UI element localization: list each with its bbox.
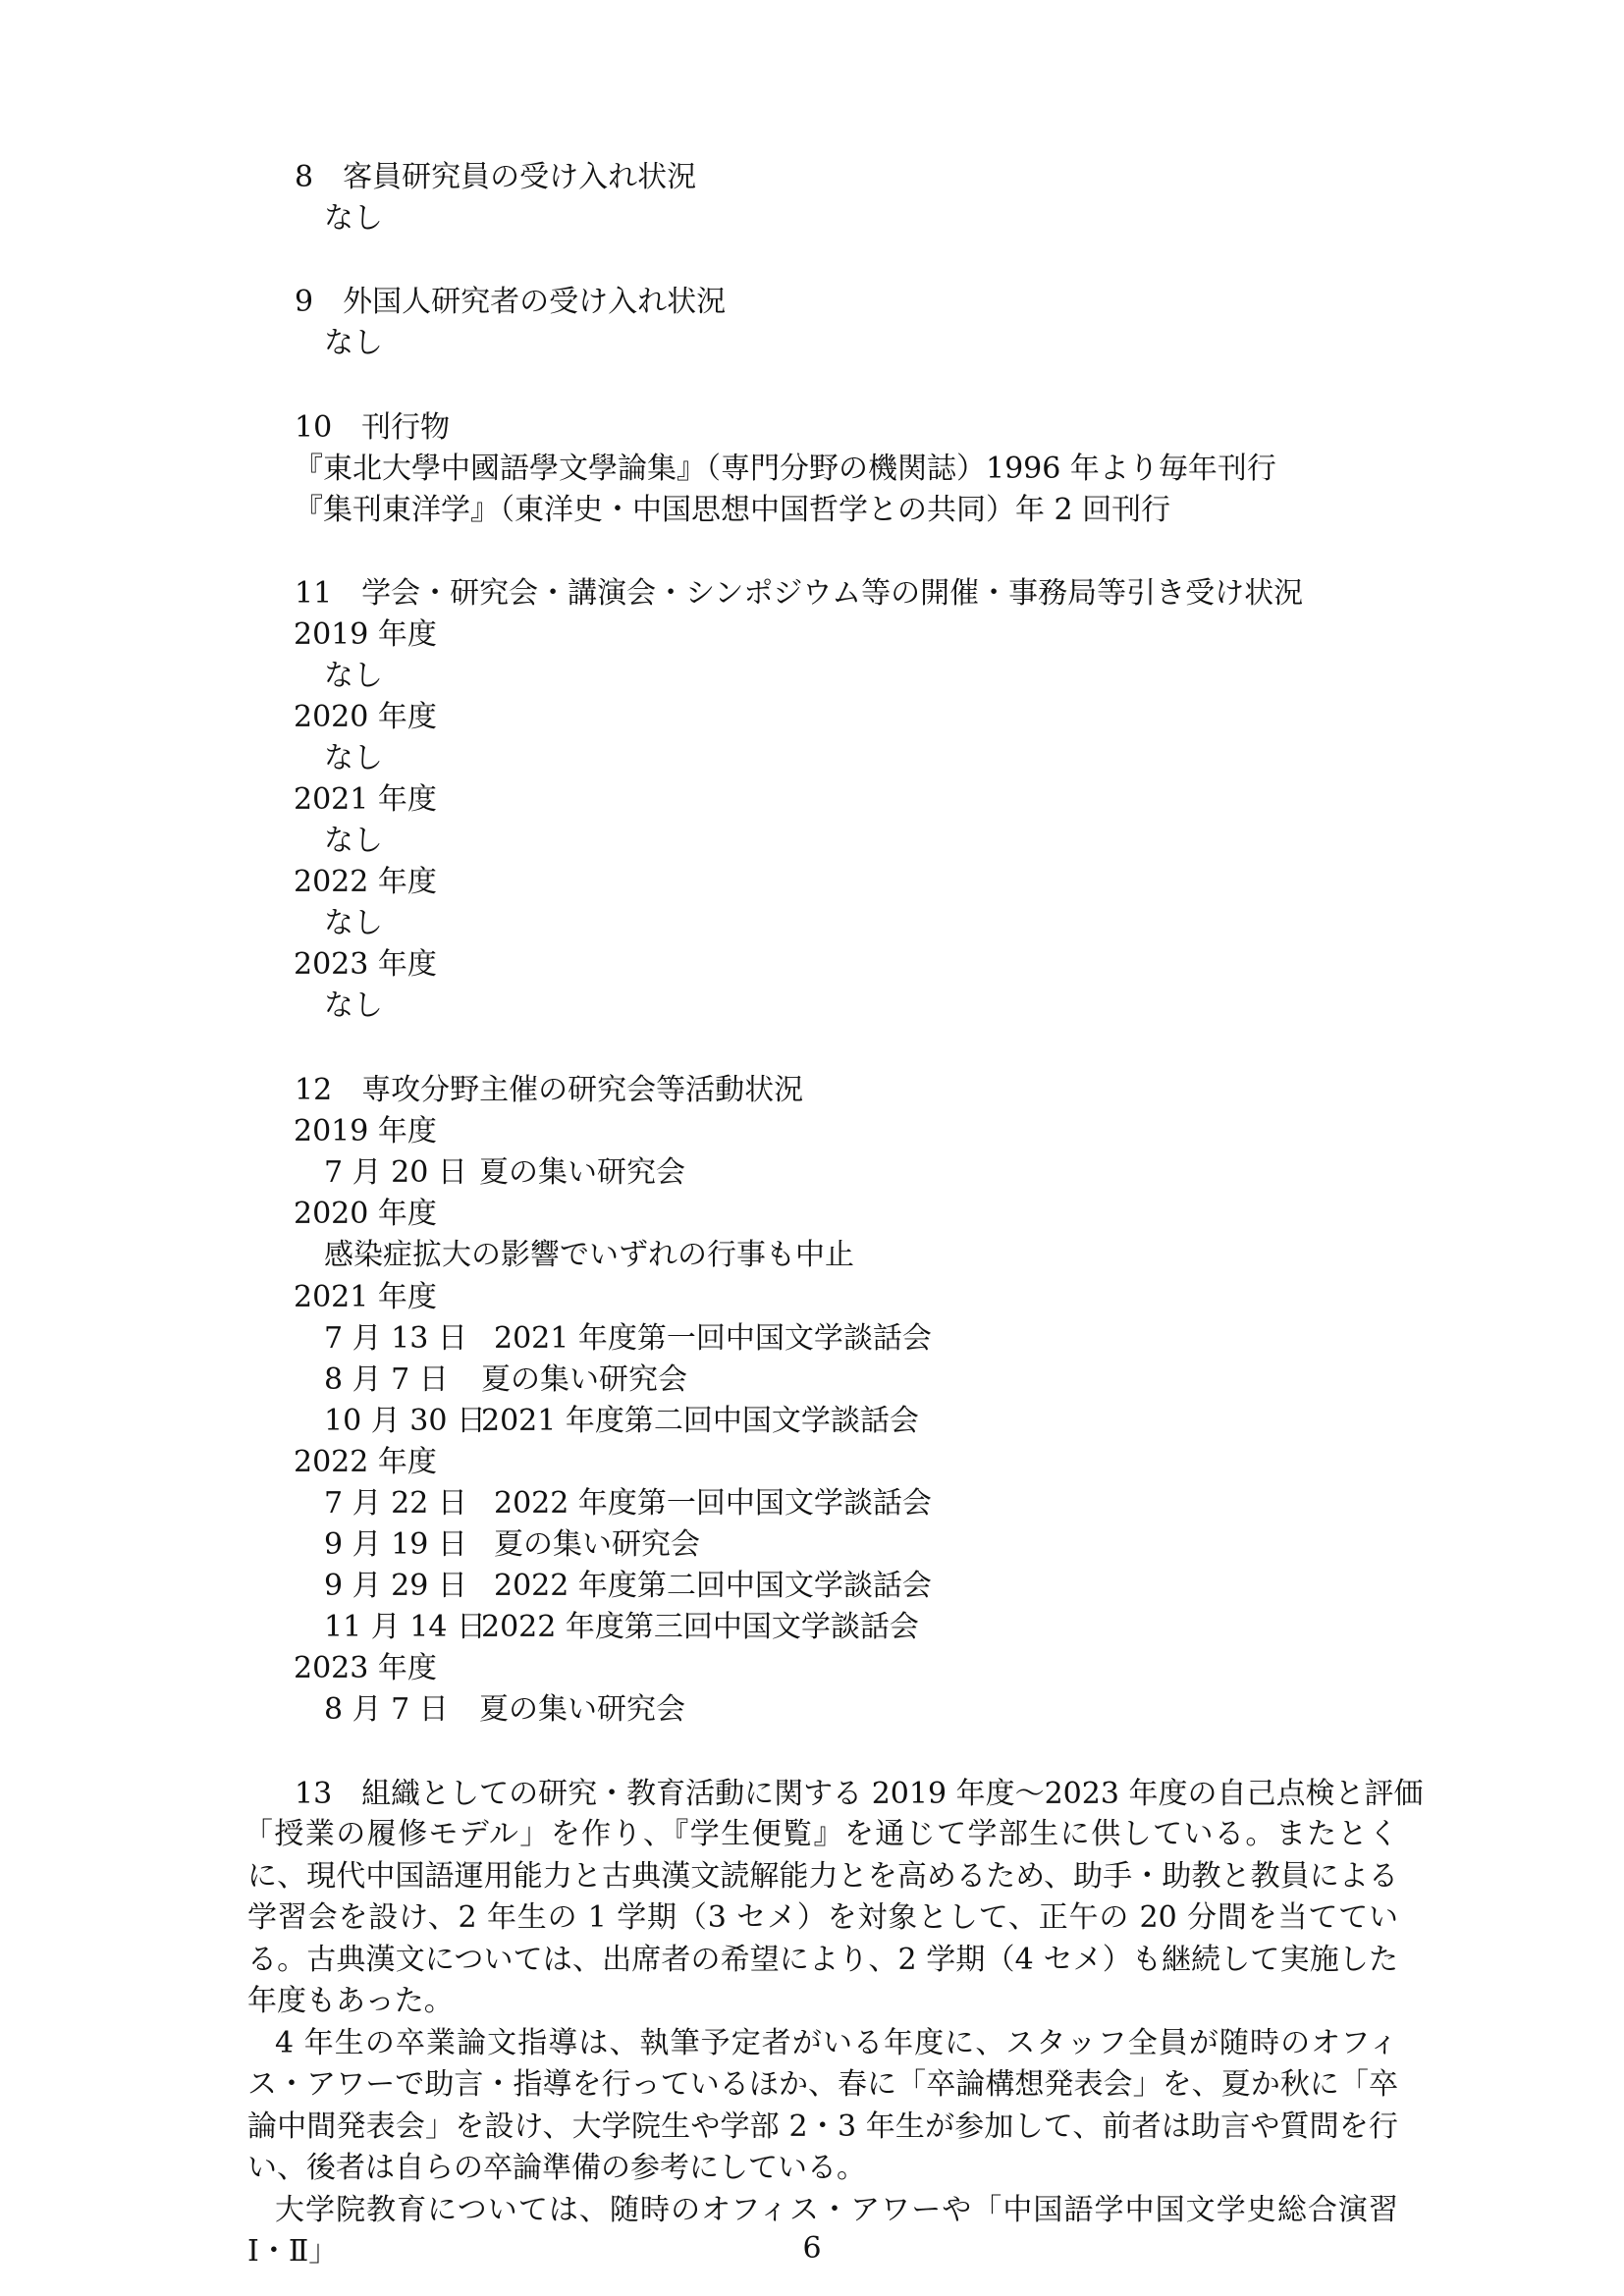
event-row [324,1692,685,1728]
year-value: なし [324,741,383,775]
event-name: 2022 年度第三回中国文学談話会 [481,1610,919,1644]
event-date: 8 月 7 日 [324,1362,449,1397]
event-row [324,1362,687,1398]
section-12-heading: 12 専攻分野主催の研究会等活動状況 [295,1073,804,1107]
event-name: 2021 年度第一回中国文学談話会 [494,1321,932,1356]
event-note: 感染症拡大の影響でいずれの行事も中止 [324,1238,854,1272]
event-date: 11 月 14 日 [324,1610,486,1644]
section-8-heading: 8 客員研究員の受け入れ状況 [295,160,697,194]
year-value: なし [324,659,383,693]
event-name: 夏の集い研究会 [481,1362,687,1397]
event-date: 7 月 22 日 [324,1486,467,1521]
year-value: なし [324,988,383,1023]
year-value: なし [324,906,383,940]
year-label: 2019 年度 [294,617,437,652]
section-11-heading: 11 学会・研究会・講演会・シンポジウム等の開催・事務局等引き受け状況 [295,576,1304,611]
event-date: 9 月 19 日 [324,1527,467,1562]
event-date: 7 月 20 日 [324,1155,467,1190]
event-name: 2022 年度第一回中国文学談話会 [494,1486,932,1521]
year-label: 2023 年度 [294,1651,437,1685]
event-date: 8 月 7 日 [324,1692,449,1727]
section-10-heading: 10 刊行物 [295,410,451,445]
page-number: 6 [802,2231,822,2266]
event-date: 9 月 29 日 [324,1569,467,1603]
year-label: 2020 年度 [294,1197,437,1231]
event-name: 夏の集い研究会 [479,1155,685,1190]
paragraph: 4 年生の卒業論文指導は、執筆予定者がいる年度に、スタッフ全員が随時のオフィス・アワーで助言・指導を行っているほか、春に「卒論構想発表会」を、夏か秋に「卒論中間発表会」を設け、大学院生や学部 2・3 年生が参加して、前者は助言や質問を行い、後者は自らの卒論準備の参考にしている。 [247,2025,1398,2185]
year-label: 2022 年度 [294,865,437,899]
event-date: 10 月 30 日 [324,1404,486,1438]
paragraph: 大学院教育については、随時のオフィス・アワーや「中国語学中国文学史総合演習Ⅰ・Ⅱ」 [247,2192,1398,2269]
year-label: 2021 年度 [294,782,437,817]
event-row [324,1404,919,1439]
section-13-body [244,1814,1398,2273]
section-9-heading: 9 外国人研究者の受け入れ状況 [295,285,727,319]
year-label: 2020 年度 [294,700,437,734]
event-row [324,1569,932,1604]
event-name: 2021 年度第二回中国文学談話会 [481,1404,919,1438]
event-row [324,1610,919,1645]
event-date: 7 月 13 日 [324,1321,467,1356]
year-label: 2022 年度 [294,1445,437,1479]
year-label: 2021 年度 [294,1280,437,1314]
year-label: 2023 年度 [294,947,437,982]
year-value: なし [324,824,383,858]
event-row [324,1486,932,1522]
section-13-heading: 13 組織としての研究・教育活動に関する 2019 年度～2023 年度の自己点検と評価 [295,1777,1424,1811]
event-name: 夏の集い研究会 [479,1692,685,1727]
event-name: 夏の集い研究会 [494,1527,700,1562]
section-9-value: なし [324,326,383,360]
event-row [324,1155,685,1191]
event-row [324,1321,932,1357]
paragraph: 「授業の履修モデル」を作り、『学生便覧』を通じて学部生に供している。またとくに、現代中国語運用能力と古典漢文読解能力とを高めるため、助手・助教と教員による学習会を設け、2 年生の 1 学期（3 セメ）を対象として、正午の 20 分間を当てている。古典漢文については、出席者の希望により、2 学期（4 セメ）も継続して実施した年度もあった。 [244,1817,1398,2018]
event-row [324,1527,700,1563]
year-label: 2019 年度 [294,1114,437,1148]
publication-item: 『東北大學中國語學文學論集』（専門分野の機関誌）1996 年より毎年刊行 [294,452,1276,486]
section-8-value: なし [324,201,383,236]
publication-item: 『集刊東洋学』（東洋史・中国思想中国哲学との共同）年 2 回刊行 [294,493,1171,527]
event-name: 2022 年度第二回中国文学談話会 [494,1569,932,1603]
